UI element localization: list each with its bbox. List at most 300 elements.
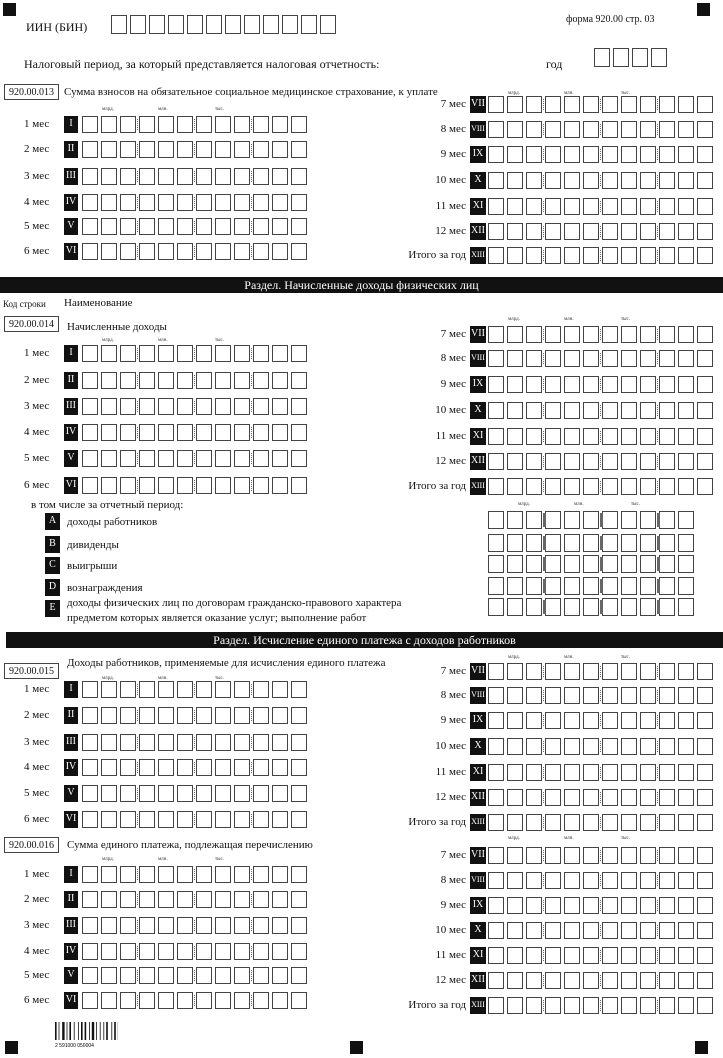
amount-cell[interactable] (545, 223, 561, 240)
amount-cell[interactable] (291, 218, 307, 235)
amount-cell[interactable] (82, 681, 98, 698)
amount-cell[interactable] (101, 477, 117, 494)
sub-amount-cell[interactable] (659, 577, 675, 595)
amount-cell[interactable] (253, 917, 269, 934)
amount-cell[interactable] (545, 712, 561, 729)
amount-cell[interactable] (215, 707, 231, 724)
sub-amount-cell[interactable] (621, 534, 637, 552)
amount-cell[interactable] (697, 172, 713, 189)
amount-cell[interactable] (640, 922, 656, 939)
amount-cell[interactable] (697, 764, 713, 781)
amount-cell[interactable] (234, 141, 250, 158)
amount-cell[interactable] (488, 872, 504, 889)
amount-cell[interactable] (564, 897, 580, 914)
amount-cell[interactable] (177, 681, 193, 698)
amount-cell[interactable] (545, 453, 561, 470)
amount-cell[interactable] (196, 450, 212, 467)
amount-cell[interactable] (526, 814, 542, 831)
iin-cell[interactable] (187, 15, 203, 34)
sub-amount-cell[interactable] (583, 534, 599, 552)
amount-cell[interactable] (640, 453, 656, 470)
amount-cell[interactable] (158, 477, 174, 494)
amount-cell[interactable] (697, 198, 713, 215)
amount-cell[interactable] (215, 734, 231, 751)
amount-cell[interactable] (507, 146, 523, 163)
sub-amount-cell[interactable] (564, 555, 580, 573)
amount-cell[interactable] (215, 194, 231, 211)
amount-cell[interactable] (139, 372, 155, 389)
amount-cell[interactable] (291, 707, 307, 724)
amount-cell[interactable] (82, 811, 98, 828)
amount-cell[interactable] (272, 967, 288, 984)
amount-cell[interactable] (177, 398, 193, 415)
amount-cell[interactable] (158, 681, 174, 698)
amount-cell[interactable] (177, 218, 193, 235)
amount-cell[interactable] (507, 663, 523, 680)
amount-cell[interactable] (526, 402, 542, 419)
amount-cell[interactable] (196, 734, 212, 751)
amount-cell[interactable] (177, 811, 193, 828)
amount-cell[interactable] (583, 326, 599, 343)
amount-cell[interactable] (196, 194, 212, 211)
amount-cell[interactable] (101, 917, 117, 934)
sub-amount-cell[interactable] (507, 511, 523, 529)
amount-cell[interactable] (120, 450, 136, 467)
amount-cell[interactable] (526, 198, 542, 215)
sub-amount-cell[interactable] (678, 577, 694, 595)
sub-amount-cell[interactable] (564, 577, 580, 595)
year-cell[interactable] (651, 48, 667, 67)
amount-cell[interactable] (158, 891, 174, 908)
amount-cell[interactable] (583, 738, 599, 755)
amount-cell[interactable] (659, 687, 675, 704)
amount-cell[interactable] (291, 891, 307, 908)
amount-cell[interactable] (291, 372, 307, 389)
amount-cell[interactable] (564, 712, 580, 729)
amount-cell[interactable] (253, 967, 269, 984)
amount-cell[interactable] (507, 478, 523, 495)
amount-cell[interactable] (139, 707, 155, 724)
amount-cell[interactable] (196, 707, 212, 724)
amount-cell[interactable] (640, 96, 656, 113)
amount-cell[interactable] (678, 198, 694, 215)
amount-cell[interactable] (621, 764, 637, 781)
amount-cell[interactable] (488, 146, 504, 163)
amount-cell[interactable] (101, 943, 117, 960)
amount-cell[interactable] (215, 785, 231, 802)
amount-cell[interactable] (678, 350, 694, 367)
amount-cell[interactable] (234, 811, 250, 828)
amount-cell[interactable] (621, 96, 637, 113)
sub-amount-cell[interactable] (526, 534, 542, 552)
amount-cell[interactable] (526, 687, 542, 704)
amount-cell[interactable] (215, 943, 231, 960)
amount-cell[interactable] (602, 738, 618, 755)
sub-amount-cell[interactable] (564, 598, 580, 616)
amount-cell[interactable] (291, 141, 307, 158)
amount-cell[interactable] (678, 764, 694, 781)
amount-cell[interactable] (678, 247, 694, 264)
amount-cell[interactable] (621, 478, 637, 495)
amount-cell[interactable] (291, 424, 307, 441)
amount-cell[interactable] (101, 194, 117, 211)
sub-amount-cell[interactable] (640, 534, 656, 552)
amount-cell[interactable] (545, 922, 561, 939)
amount-cell[interactable] (488, 997, 504, 1014)
amount-cell[interactable] (272, 866, 288, 883)
amount-cell[interactable] (196, 785, 212, 802)
amount-cell[interactable] (507, 972, 523, 989)
amount-cell[interactable] (82, 477, 98, 494)
amount-cell[interactable] (602, 687, 618, 704)
amount-cell[interactable] (82, 141, 98, 158)
amount-cell[interactable] (697, 96, 713, 113)
amount-cell[interactable] (101, 681, 117, 698)
amount-cell[interactable] (621, 121, 637, 138)
amount-cell[interactable] (526, 326, 542, 343)
amount-cell[interactable] (101, 398, 117, 415)
sub-amount-cell[interactable] (602, 598, 618, 616)
amount-cell[interactable] (602, 972, 618, 989)
amount-cell[interactable] (234, 866, 250, 883)
amount-cell[interactable] (678, 687, 694, 704)
amount-cell[interactable] (196, 992, 212, 1009)
amount-cell[interactable] (526, 96, 542, 113)
sub-amount-cell[interactable] (583, 598, 599, 616)
amount-cell[interactable] (621, 947, 637, 964)
amount-cell[interactable] (272, 477, 288, 494)
amount-cell[interactable] (697, 922, 713, 939)
amount-cell[interactable] (507, 847, 523, 864)
amount-cell[interactable] (659, 712, 675, 729)
amount-cell[interactable] (101, 372, 117, 389)
amount-cell[interactable] (272, 398, 288, 415)
sub-amount-cell[interactable] (678, 598, 694, 616)
sub-amount-cell[interactable] (621, 555, 637, 573)
amount-cell[interactable] (697, 872, 713, 889)
amount-cell[interactable] (120, 943, 136, 960)
amount-cell[interactable] (120, 785, 136, 802)
amount-cell[interactable] (526, 947, 542, 964)
amount-cell[interactable] (101, 866, 117, 883)
amount-cell[interactable] (583, 712, 599, 729)
amount-cell[interactable] (101, 141, 117, 158)
amount-cell[interactable] (291, 345, 307, 362)
amount-cell[interactable] (253, 116, 269, 133)
amount-cell[interactable] (488, 478, 504, 495)
amount-cell[interactable] (139, 218, 155, 235)
amount-cell[interactable] (158, 450, 174, 467)
amount-cell[interactable] (640, 972, 656, 989)
amount-cell[interactable] (659, 223, 675, 240)
amount-cell[interactable] (82, 372, 98, 389)
amount-cell[interactable] (215, 891, 231, 908)
amount-cell[interactable] (507, 453, 523, 470)
sub-amount-cell[interactable] (583, 555, 599, 573)
amount-cell[interactable] (602, 663, 618, 680)
amount-cell[interactable] (253, 243, 269, 260)
amount-cell[interactable] (583, 687, 599, 704)
amount-cell[interactable] (234, 194, 250, 211)
amount-cell[interactable] (291, 681, 307, 698)
amount-cell[interactable] (526, 453, 542, 470)
amount-cell[interactable] (139, 194, 155, 211)
amount-cell[interactable] (526, 247, 542, 264)
amount-cell[interactable] (545, 350, 561, 367)
amount-cell[interactable] (564, 687, 580, 704)
amount-cell[interactable] (158, 734, 174, 751)
amount-cell[interactable] (640, 663, 656, 680)
sub-amount-cell[interactable] (488, 598, 504, 616)
amount-cell[interactable] (82, 785, 98, 802)
amount-cell[interactable] (621, 789, 637, 806)
sub-amount-cell[interactable] (526, 577, 542, 595)
amount-cell[interactable] (158, 168, 174, 185)
amount-cell[interactable] (640, 223, 656, 240)
amount-cell[interactable] (101, 891, 117, 908)
amount-cell[interactable] (234, 891, 250, 908)
amount-cell[interactable] (697, 402, 713, 419)
iin-cell[interactable] (206, 15, 222, 34)
amount-cell[interactable] (215, 866, 231, 883)
amount-cell[interactable] (621, 872, 637, 889)
amount-cell[interactable] (488, 402, 504, 419)
amount-cell[interactable] (678, 453, 694, 470)
amount-cell[interactable] (564, 146, 580, 163)
sub-amount-cell[interactable] (659, 534, 675, 552)
amount-cell[interactable] (101, 967, 117, 984)
amount-cell[interactable] (196, 218, 212, 235)
amount-cell[interactable] (564, 972, 580, 989)
amount-cell[interactable] (82, 992, 98, 1009)
amount-cell[interactable] (697, 247, 713, 264)
amount-cell[interactable] (507, 402, 523, 419)
amount-cell[interactable] (158, 917, 174, 934)
sub-amount-cell[interactable] (640, 598, 656, 616)
amount-cell[interactable] (583, 972, 599, 989)
sub-amount-cell[interactable] (526, 598, 542, 616)
year-cell[interactable] (613, 48, 629, 67)
amount-cell[interactable] (545, 847, 561, 864)
amount-cell[interactable] (82, 398, 98, 415)
amount-cell[interactable] (101, 450, 117, 467)
amount-cell[interactable] (507, 350, 523, 367)
amount-cell[interactable] (659, 764, 675, 781)
amount-cell[interactable] (234, 759, 250, 776)
amount-cell[interactable] (678, 172, 694, 189)
amount-cell[interactable] (139, 424, 155, 441)
amount-cell[interactable] (583, 789, 599, 806)
amount-cell[interactable] (545, 663, 561, 680)
amount-cell[interactable] (215, 372, 231, 389)
amount-cell[interactable] (640, 146, 656, 163)
amount-cell[interactable] (545, 478, 561, 495)
amount-cell[interactable] (659, 326, 675, 343)
sub-amount-cell[interactable] (545, 511, 561, 529)
amount-cell[interactable] (196, 891, 212, 908)
amount-cell[interactable] (507, 198, 523, 215)
amount-cell[interactable] (253, 891, 269, 908)
amount-cell[interactable] (139, 917, 155, 934)
amount-cell[interactable] (697, 897, 713, 914)
amount-cell[interactable] (82, 116, 98, 133)
sub-amount-cell[interactable] (526, 555, 542, 573)
amount-cell[interactable] (139, 477, 155, 494)
amount-cell[interactable] (564, 350, 580, 367)
amount-cell[interactable] (583, 402, 599, 419)
amount-cell[interactable] (526, 376, 542, 393)
amount-cell[interactable] (583, 428, 599, 445)
amount-cell[interactable] (507, 789, 523, 806)
amount-cell[interactable] (196, 943, 212, 960)
amount-cell[interactable] (678, 663, 694, 680)
amount-cell[interactable] (507, 738, 523, 755)
amount-cell[interactable] (120, 734, 136, 751)
amount-cell[interactable] (488, 663, 504, 680)
amount-cell[interactable] (139, 967, 155, 984)
amount-cell[interactable] (507, 712, 523, 729)
amount-cell[interactable] (526, 738, 542, 755)
amount-cell[interactable] (678, 428, 694, 445)
amount-cell[interactable] (640, 402, 656, 419)
amount-cell[interactable] (253, 866, 269, 883)
amount-cell[interactable] (697, 121, 713, 138)
amount-cell[interactable] (82, 345, 98, 362)
sub-amount-cell[interactable] (678, 511, 694, 529)
amount-cell[interactable] (120, 141, 136, 158)
amount-cell[interactable] (139, 891, 155, 908)
amount-cell[interactable] (196, 372, 212, 389)
amount-cell[interactable] (291, 194, 307, 211)
sub-amount-cell[interactable] (640, 555, 656, 573)
sub-amount-cell[interactable] (507, 577, 523, 595)
amount-cell[interactable] (678, 847, 694, 864)
iin-cell[interactable] (244, 15, 260, 34)
amount-cell[interactable] (272, 424, 288, 441)
amount-cell[interactable] (564, 198, 580, 215)
amount-cell[interactable] (253, 943, 269, 960)
amount-cell[interactable] (177, 243, 193, 260)
amount-cell[interactable] (234, 707, 250, 724)
amount-cell[interactable] (583, 172, 599, 189)
amount-cell[interactable] (120, 424, 136, 441)
amount-cell[interactable] (120, 243, 136, 260)
amount-cell[interactable] (488, 738, 504, 755)
amount-cell[interactable] (177, 372, 193, 389)
amount-cell[interactable] (234, 450, 250, 467)
amount-cell[interactable] (488, 326, 504, 343)
sub-amount-cell[interactable] (545, 598, 561, 616)
amount-cell[interactable] (120, 218, 136, 235)
amount-cell[interactable] (545, 402, 561, 419)
amount-cell[interactable] (602, 247, 618, 264)
amount-cell[interactable] (507, 428, 523, 445)
amount-cell[interactable] (234, 168, 250, 185)
amount-cell[interactable] (621, 712, 637, 729)
amount-cell[interactable] (488, 922, 504, 939)
amount-cell[interactable] (621, 922, 637, 939)
amount-cell[interactable] (697, 789, 713, 806)
amount-cell[interactable] (697, 663, 713, 680)
amount-cell[interactable] (507, 764, 523, 781)
amount-cell[interactable] (253, 345, 269, 362)
amount-cell[interactable] (253, 811, 269, 828)
amount-cell[interactable] (659, 847, 675, 864)
amount-cell[interactable] (621, 146, 637, 163)
amount-cell[interactable] (621, 198, 637, 215)
amount-cell[interactable] (272, 785, 288, 802)
amount-cell[interactable] (272, 168, 288, 185)
sub-amount-cell[interactable] (583, 577, 599, 595)
amount-cell[interactable] (120, 967, 136, 984)
amount-cell[interactable] (640, 997, 656, 1014)
amount-cell[interactable] (602, 847, 618, 864)
amount-cell[interactable] (659, 738, 675, 755)
amount-cell[interactable] (158, 707, 174, 724)
iin-cell[interactable] (111, 15, 127, 34)
amount-cell[interactable] (488, 814, 504, 831)
amount-cell[interactable] (602, 947, 618, 964)
amount-cell[interactable] (196, 681, 212, 698)
amount-cell[interactable] (82, 168, 98, 185)
amount-cell[interactable] (545, 897, 561, 914)
amount-cell[interactable] (158, 398, 174, 415)
amount-cell[interactable] (101, 759, 117, 776)
amount-cell[interactable] (234, 243, 250, 260)
amount-cell[interactable] (564, 96, 580, 113)
amount-cell[interactable] (621, 172, 637, 189)
amount-cell[interactable] (621, 453, 637, 470)
amount-cell[interactable] (488, 972, 504, 989)
amount-cell[interactable] (507, 247, 523, 264)
amount-cell[interactable] (120, 811, 136, 828)
amount-cell[interactable] (697, 478, 713, 495)
amount-cell[interactable] (678, 789, 694, 806)
amount-cell[interactable] (678, 814, 694, 831)
amount-cell[interactable] (272, 917, 288, 934)
amount-cell[interactable] (583, 947, 599, 964)
amount-cell[interactable] (621, 247, 637, 264)
amount-cell[interactable] (215, 218, 231, 235)
amount-cell[interactable] (564, 663, 580, 680)
amount-cell[interactable] (139, 168, 155, 185)
amount-cell[interactable] (583, 814, 599, 831)
amount-cell[interactable] (602, 326, 618, 343)
amount-cell[interactable] (272, 811, 288, 828)
amount-cell[interactable] (678, 376, 694, 393)
amount-cell[interactable] (253, 194, 269, 211)
amount-cell[interactable] (564, 121, 580, 138)
amount-cell[interactable] (678, 712, 694, 729)
sub-amount-cell[interactable] (507, 534, 523, 552)
amount-cell[interactable] (507, 947, 523, 964)
amount-cell[interactable] (621, 738, 637, 755)
amount-cell[interactable] (488, 789, 504, 806)
sub-amount-cell[interactable] (659, 555, 675, 573)
sub-amount-cell[interactable] (545, 534, 561, 552)
amount-cell[interactable] (196, 866, 212, 883)
amount-cell[interactable] (583, 223, 599, 240)
amount-cell[interactable] (82, 734, 98, 751)
amount-cell[interactable] (640, 789, 656, 806)
amount-cell[interactable] (659, 402, 675, 419)
amount-cell[interactable] (139, 785, 155, 802)
amount-cell[interactable] (488, 247, 504, 264)
amount-cell[interactable] (678, 146, 694, 163)
amount-cell[interactable] (177, 891, 193, 908)
amount-cell[interactable] (488, 947, 504, 964)
amount-cell[interactable] (583, 247, 599, 264)
